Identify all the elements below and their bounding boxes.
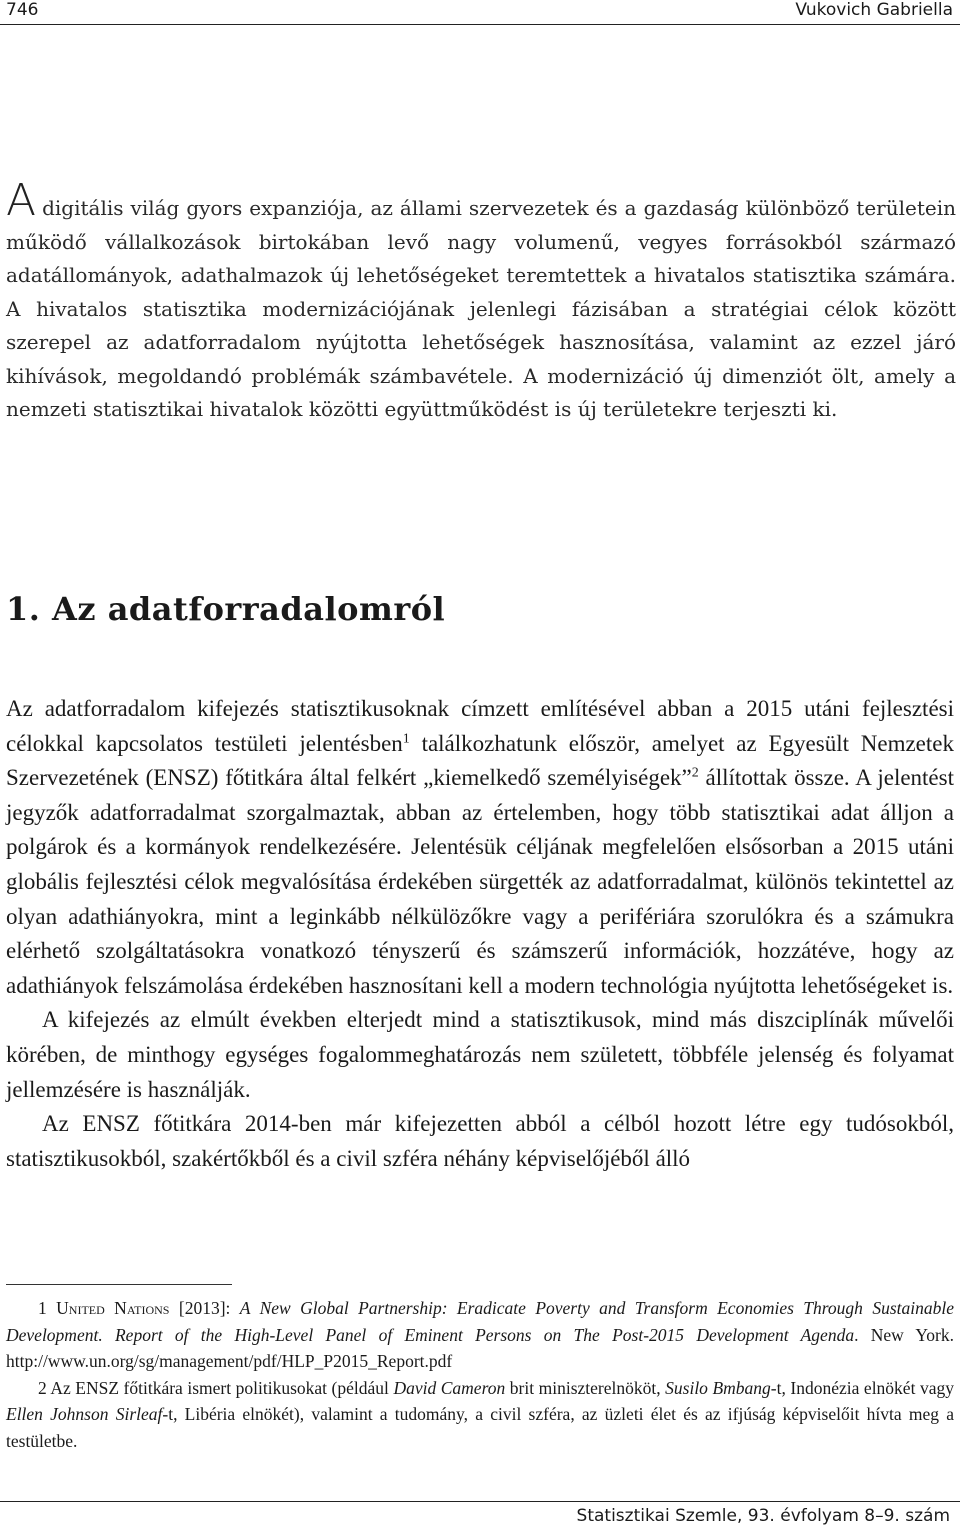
footnote-ref-2: 2 bbox=[691, 765, 699, 781]
footnotes bbox=[6, 1295, 954, 1454]
footnote-number: 1 bbox=[38, 1298, 47, 1318]
running-head bbox=[0, 0, 960, 24]
abstract-text-2: A hivatalos statisztika modernizációjának jelenlegi fázisában a stratégiai célok között szerepel az adatforradalom nyújtotta lehetőségek hasznosítása, valamint az ezzel járó kihívások, megoldandó problémák számbavétele. bbox=[6, 296, 956, 388]
footnote-number: 2 bbox=[38, 1377, 47, 1398]
body-paragraph-2: A kifejezés az elmúlt években elterjedt mind a statisztikusok, mind más diszciplínák művelői körében, de minthogy egységes fogalommeghatározás nem született, többféle jelenség és folyamat jellemzésére is használják. bbox=[6, 1007, 954, 1102]
section-heading: 1. Az adatforradalomról bbox=[6, 590, 446, 628]
body-text bbox=[6, 692, 954, 1176]
page-number: 746 bbox=[6, 0, 39, 20]
person-name: Susilo Bmbang bbox=[665, 1377, 771, 1398]
header-divider bbox=[0, 24, 960, 25]
footnote-text: -t, Libéria elnökét), valamint a tudomány, a civil szféra, az üzleti élet és az ifjúság képviselőit hívta meg a testületbe. bbox=[6, 1404, 954, 1451]
person-name: Ellen Johnson Sirleaf bbox=[6, 1404, 163, 1424]
drop-cap: A bbox=[6, 175, 37, 226]
body-paragraph-1 bbox=[6, 692, 954, 1003]
body-text-segment: Az adatforradalom kifejezés statisztikusoknak címzett említésével abban a 2015 utáni fejlesztési célokkal kapcsolatos testületi jelentésben bbox=[6, 696, 954, 756]
body-paragraph-3: Az ENSZ főtitkára 2014-ben már kifejezetten abból a célból hozott létre egy tudósokból, statisztikusokból, szakértőkből és a civil szféra néhány képviselőjéből álló bbox=[6, 1111, 954, 1171]
author-name: Vukovich Gabriella bbox=[795, 0, 953, 20]
footnote-2 bbox=[6, 1375, 954, 1455]
footnote-text: -t, Indonézia elnökét vagy bbox=[770, 1377, 954, 1398]
footer-divider bbox=[0, 1501, 960, 1502]
body-text-segment: találkozhatunk először, amelyet az Egyesült Nemzetek Szervezetének (ENSZ) főtitkára által felkért „kiemelkedő személyiségek” bbox=[6, 730, 954, 791]
footnote-divider bbox=[6, 1284, 232, 1285]
person-name: David Cameron bbox=[393, 1377, 506, 1398]
abstract-text-3: A modernizáció új dimenziót ölt, amely a nemzeti statisztikai hivatalok közötti együttműködést is új területekre terjeszti ki. bbox=[6, 363, 956, 421]
footnote-title: A New Global Partnership: Eradicate Poverty and Transform Economies Through Sustainable Development. Report of the High-Level Panel of Eminent Persons on The Post-2015 Development Agenda bbox=[6, 1298, 954, 1345]
abstract-paragraph bbox=[6, 175, 956, 427]
abstract-text-1: digitális világ gyors expanziója, az állami szervezetek és a gazdaság különböző területein működő vállalkozások birtokában levő nagy volumenű, vegyes forrásokból származó adatállományok, adathalmazok új lehetőségeket teremtettek a hivatalos statisztika számára. bbox=[6, 196, 956, 287]
footnote-text: brit miniszterelnököt, bbox=[505, 1377, 666, 1398]
footnote-url-text: . New York. http://www.un.org/sg/management/pdf/HLP_P2015_Report.pdf bbox=[6, 1324, 955, 1371]
footnote-year: [2013]: bbox=[169, 1298, 240, 1318]
journal-footer: Statisztikai Szemle, 93. évfolyam 8–9. szám bbox=[576, 1506, 950, 1526]
footnote-text: Az ENSZ főtitkára ismert politikusokat (például bbox=[46, 1377, 394, 1398]
footnote-1 bbox=[6, 1295, 954, 1375]
body-text-segment: állítottak össze. A jelentést jegyzők adatforradalmat szorgalmaztak, abban az értelemben, hogy több statisztikai adat álljon a polgárok és a kormányok rendelkezésére. Jelentésük céljának megfelelően elsősorban a 2015 utáni globális fejlesztési célok megvalósítása érdekében sürgették az adatforradalmat, különös tekintettel az olyan adathiányokra, mint a leginkább nélkülözőkre vagy a perifériára szorulókra és a számukra elérhető szolgáltatásokra vonatkozó tényszerű és számszerű információk, hozzátéve, hogy az adathiányok felszámolása érdekében hasznosítani kell a modern technológia nyújtotta lehetőségeket is. bbox=[6, 765, 954, 998]
footnote-ref-1: 1 bbox=[402, 730, 410, 746]
footnote-author: United Nations bbox=[56, 1298, 170, 1318]
